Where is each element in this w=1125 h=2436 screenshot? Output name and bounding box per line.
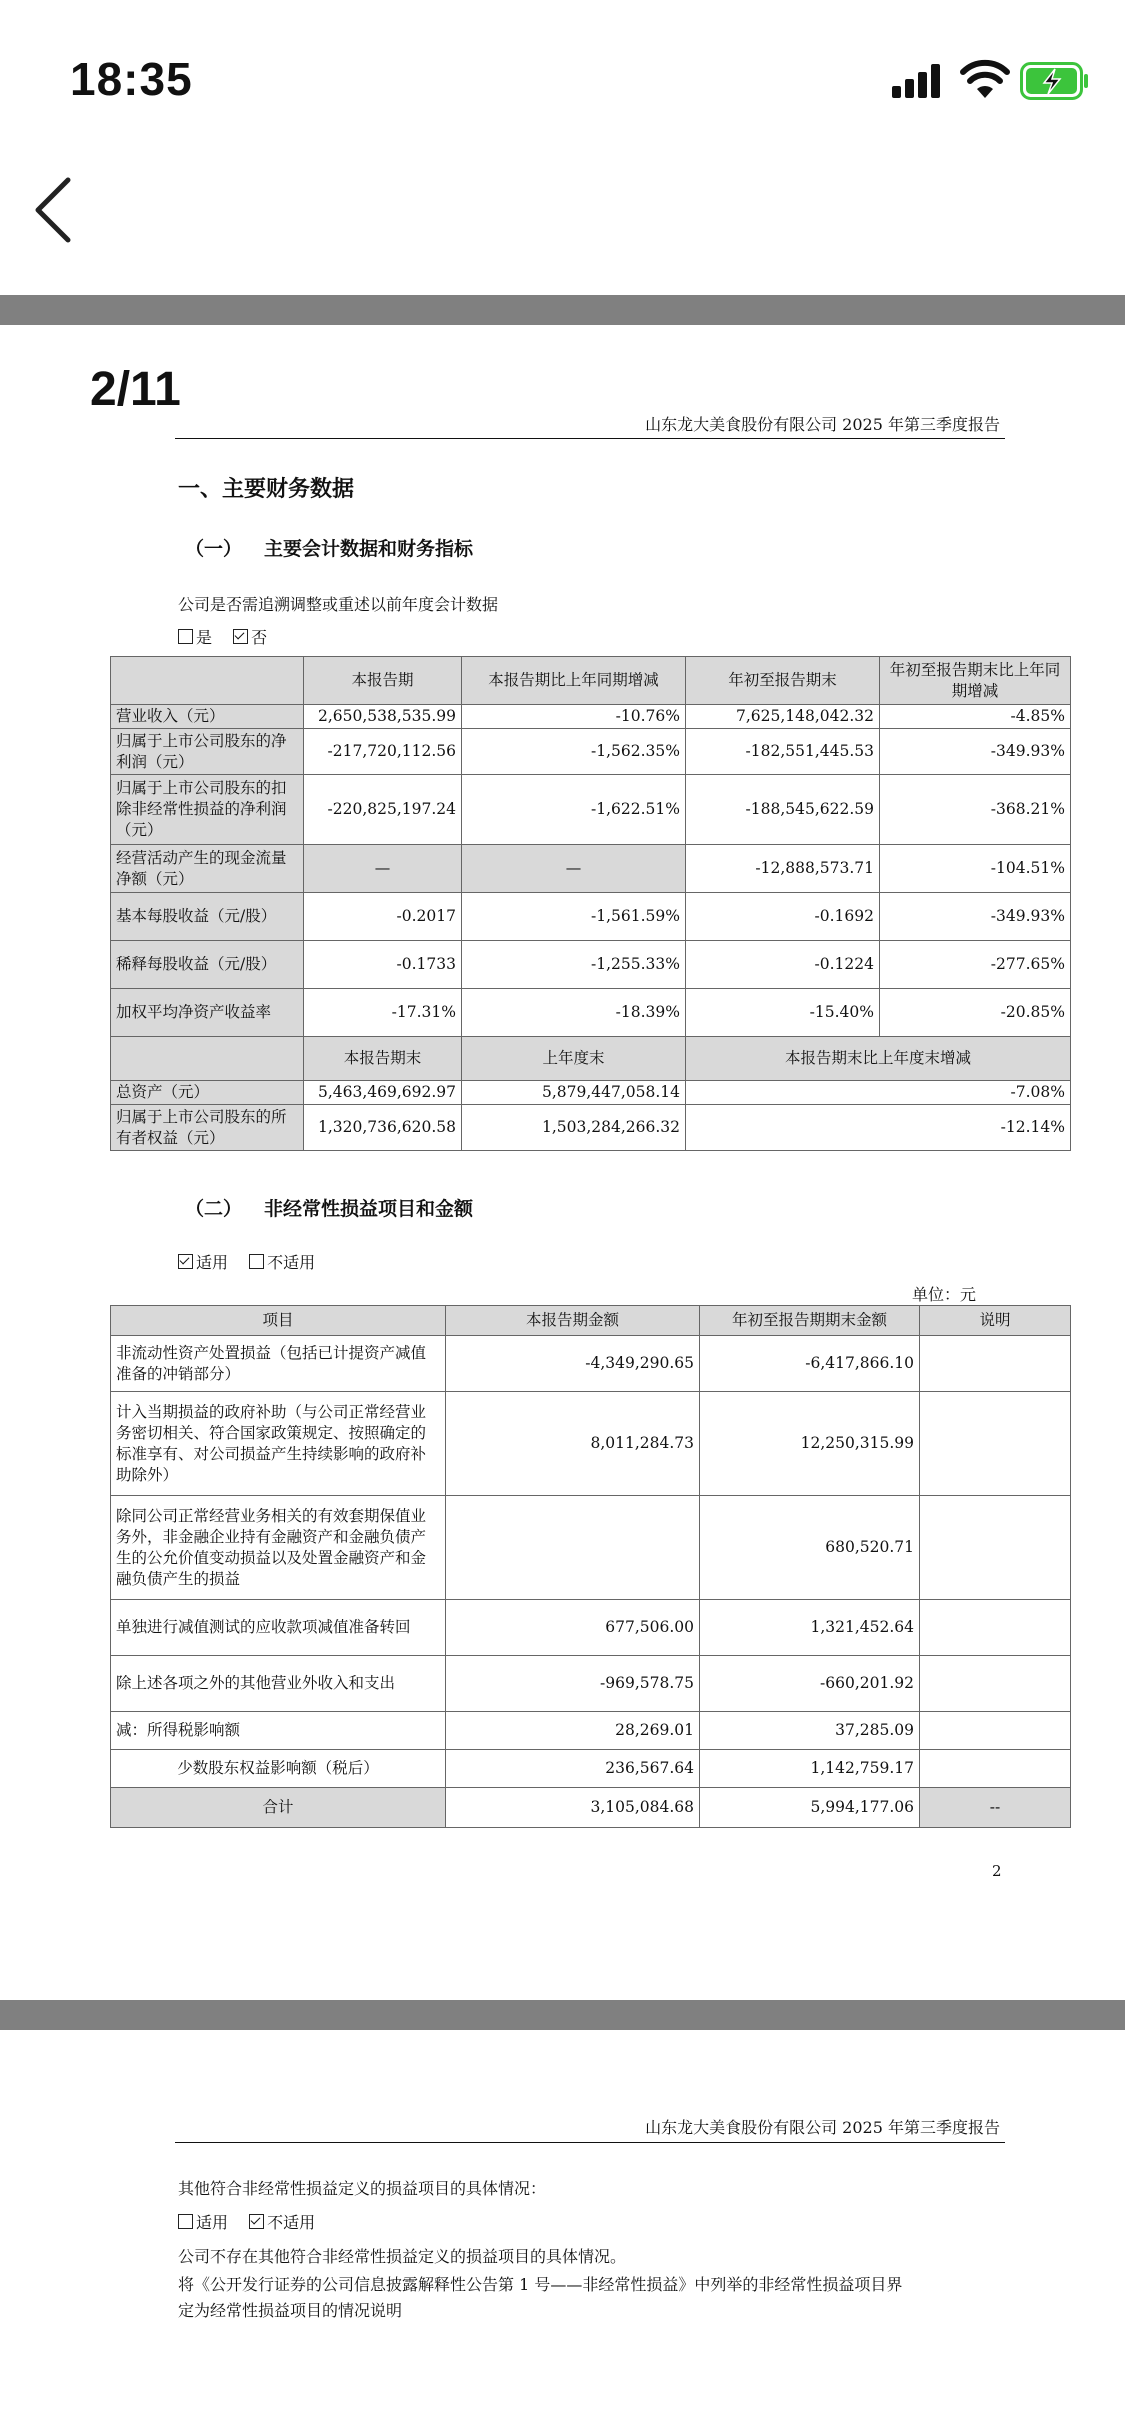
page-separator <box>0 295 1125 325</box>
table-cell: -349.93% <box>880 893 1071 941</box>
table-cell: -1,622.51% <box>462 775 686 845</box>
applicable-options <box>178 1250 331 1273</box>
table-cell: -0.2017 <box>304 893 462 941</box>
header-rule <box>175 2142 1005 2143</box>
table-cell: -10.76% <box>462 705 686 729</box>
row-label: 营业收入（元） <box>111 705 304 729</box>
table-cell: 12,250,315.99 <box>700 1392 920 1496</box>
page-separator <box>0 2000 1125 2030</box>
table-row <box>111 845 1071 893</box>
table-cell: -18.39% <box>462 989 686 1037</box>
table-cell: -- <box>920 1788 1071 1828</box>
table-cell: -0.1692 <box>686 893 880 941</box>
item-label: 单独进行减值测试的应收款项减值准备转回 <box>111 1600 446 1656</box>
table-header-cell: 本报告期末比上年度末增减 <box>686 1037 1071 1081</box>
table-cell: 1,142,759.17 <box>700 1750 920 1788</box>
table-cell <box>920 1712 1071 1750</box>
financial-indicators-table <box>110 656 1071 1151</box>
table-cell: -277.65% <box>880 941 1071 989</box>
table-row <box>111 775 1071 845</box>
table-cell: -182,551,445.53 <box>686 729 880 775</box>
table-cell: -969,578.75 <box>446 1656 700 1712</box>
page-number: 2 <box>992 1862 1002 1880</box>
explain-text-line: 定为经常性损益项目的情况说明 <box>178 2301 403 2320</box>
row-label: 基本每股收益（元/股） <box>111 893 304 941</box>
document-header: 山东龙大美食股份有限公司 2025 年第三季度报告 <box>645 2118 1000 2137</box>
table-cell: -20.85% <box>880 989 1071 1037</box>
status-time: 18:35 <box>70 53 193 105</box>
page-counter: 2/11 <box>90 363 181 416</box>
non-recurring-items-table <box>110 1305 1071 1828</box>
checked-box-icon <box>249 2214 264 2229</box>
explain-text-line: 将《公开发行证券的公司信息披露解释性公告第 1 号——非经常性损益》中列举的非经常性损益项目界 <box>178 2275 903 2294</box>
table-row <box>111 1750 1071 1788</box>
option-not-applicable: 不适用 <box>267 2213 316 2232</box>
table-header-cell: 本报告期比上年同期增减 <box>462 657 686 705</box>
table-row <box>111 1392 1071 1496</box>
subsection-number: （一） <box>185 538 243 560</box>
table-cell: 7,625,148,042.32 <box>686 705 880 729</box>
table-header-cell: 上年度末 <box>462 1037 686 1081</box>
status-bar <box>0 0 1125 150</box>
item-label: 少数股东权益影响额（税后） <box>111 1750 446 1788</box>
header-rule <box>175 438 1005 439</box>
subsection-title: 非经常性损益项目和金额 <box>264 1198 474 1220</box>
row-label: 归属于上市公司股东的净利润（元） <box>111 729 304 775</box>
table-cell: 5,463,469,692.97 <box>304 1081 462 1105</box>
table-cell: -1,561.59% <box>462 893 686 941</box>
table-cell <box>920 1600 1071 1656</box>
cellular-signal-icon <box>892 64 944 98</box>
table-cell: -0.1224 <box>686 941 880 989</box>
unchecked-box-icon <box>178 2214 193 2229</box>
table-cell: 37,285.09 <box>700 1712 920 1750</box>
table-cell: -17.31% <box>304 989 462 1037</box>
table-cell: -12.14% <box>686 1105 1071 1151</box>
table-header-row <box>111 657 1071 705</box>
table-cell: 1,321,452.64 <box>700 1600 920 1656</box>
table-cell: -220,825,197.24 <box>304 775 462 845</box>
no-other-items-text: 公司不存在其他符合非经常性损益定义的损益项目的具体情况。 <box>178 2247 627 2266</box>
table-header-cell: 年初至报告期末比上年同期增减 <box>880 657 1071 705</box>
table-cell: -4.85% <box>880 705 1071 729</box>
wifi-icon <box>960 58 1010 100</box>
subsection-heading-2 <box>185 1194 473 1221</box>
table-row <box>111 729 1071 775</box>
subsection-title: 主要会计数据和财务指标 <box>264 538 474 560</box>
table-row <box>111 941 1071 989</box>
table-cell: -0.1733 <box>304 941 462 989</box>
table-header-row <box>111 1037 1071 1081</box>
back-chevron-icon[interactable] <box>24 170 84 250</box>
unit-label: 单位：元 <box>912 1285 977 1304</box>
checked-box-icon <box>178 1254 193 1269</box>
row-label: 归属于上市公司股东的扣除非经常性损益的净利润（元） <box>111 775 304 845</box>
table-cell: 28,269.01 <box>446 1712 700 1750</box>
table-cell <box>920 1336 1071 1392</box>
row-label: 归属于上市公司股东的所有者权益（元） <box>111 1105 304 1151</box>
row-label: 加权平均净资产收益率 <box>111 989 304 1037</box>
navigation-bar <box>0 150 1125 295</box>
table-cell: -1,255.33% <box>462 941 686 989</box>
option-applicable: 适用 <box>196 2213 229 2232</box>
unchecked-box-icon <box>249 1254 264 1269</box>
battery-charging-icon <box>1020 62 1090 100</box>
table-cell <box>920 1656 1071 1712</box>
table-header-cell: 年初至报告期末 <box>686 657 880 705</box>
table-row <box>111 705 1071 729</box>
checked-box-icon <box>233 629 248 644</box>
table-cell <box>920 1392 1071 1496</box>
table-cell: -4,349,290.65 <box>446 1336 700 1392</box>
table-cell: -349.93% <box>880 729 1071 775</box>
unchecked-box-icon <box>178 629 193 644</box>
item-label: 计入当期损益的政府补助（与公司正常经营业务密切相关、符合国家政策规定、按照确定的标准享有、对公司损益产生持续影响的政府补助除外） <box>111 1392 446 1496</box>
table-total-row <box>111 1788 1071 1828</box>
table-header-cell: 年初至报告期期末金额 <box>700 1306 920 1336</box>
adjust-question: 公司是否需追溯调整或重述以前年度会计数据 <box>178 595 499 614</box>
table-cell: 236,567.64 <box>446 1750 700 1788</box>
table-cell: — <box>462 845 686 893</box>
total-label: 合计 <box>111 1788 446 1828</box>
table-row <box>111 1081 1071 1105</box>
item-label: 除上述各项之外的其他营业外收入和支出 <box>111 1656 446 1712</box>
table-cell: -104.51% <box>880 845 1071 893</box>
table-cell: 3,105,084.68 <box>446 1788 700 1828</box>
table-cell <box>920 1496 1071 1600</box>
table-cell: -1,562.35% <box>462 729 686 775</box>
item-label: 减：所得税影响额 <box>111 1712 446 1750</box>
table-cell: 1,320,736,620.58 <box>304 1105 462 1151</box>
applicable-options <box>178 2210 331 2233</box>
table-header-cell: 说明 <box>920 1306 1071 1336</box>
table-cell: -660,201.92 <box>700 1656 920 1712</box>
item-label: 除同公司正常经营业务相关的有效套期保值业务外，非金融企业持有金融资产和金融负债产生的公允价值变动损益以及处置金融资产和金融负债产生的损益 <box>111 1496 446 1600</box>
table-header-cell: 本报告期金额 <box>446 1306 700 1336</box>
item-label: 非流动性资产处置损益（包括已计提资产减值准备的冲销部分） <box>111 1336 446 1392</box>
option-no: 否 <box>251 628 268 647</box>
table-header-cell: 本报告期末 <box>304 1037 462 1081</box>
row-label: 经营活动产生的现金流量净额（元） <box>111 845 304 893</box>
table-cell: — <box>304 845 462 893</box>
table-cell: -12,888,573.71 <box>686 845 880 893</box>
table-row <box>111 1712 1071 1750</box>
table-header-row <box>111 1306 1071 1336</box>
row-label: 总资产（元） <box>111 1081 304 1105</box>
table-cell <box>920 1750 1071 1788</box>
table-cell <box>446 1496 700 1600</box>
table-row <box>111 1105 1071 1151</box>
table-cell: 5,879,447,058.14 <box>462 1081 686 1105</box>
table-row <box>111 1336 1071 1392</box>
table-header-cell: 本报告期 <box>304 657 462 705</box>
table-cell: -6,417,866.10 <box>700 1336 920 1392</box>
table-cell: 5,994,177.06 <box>700 1788 920 1828</box>
table-cell: -188,545,622.59 <box>686 775 880 845</box>
table-cell: -217,720,112.56 <box>304 729 462 775</box>
table-cell: -7.08% <box>686 1081 1071 1105</box>
table-cell: 1,503,284,266.32 <box>462 1105 686 1151</box>
table-row <box>111 989 1071 1037</box>
table-header-cell: 项目 <box>111 1306 446 1336</box>
option-not-applicable: 不适用 <box>267 1253 316 1272</box>
other-items-text: 其他符合非经常性损益定义的损益项目的具体情况： <box>178 2179 547 2198</box>
table-cell: 680,520.71 <box>700 1496 920 1600</box>
table-cell: 8,011,284.73 <box>446 1392 700 1496</box>
row-label: 稀释每股收益（元/股） <box>111 941 304 989</box>
option-applicable: 适用 <box>196 1253 229 1272</box>
table-cell: 677,506.00 <box>446 1600 700 1656</box>
subsection-heading-1 <box>185 534 473 561</box>
subsection-number: （二） <box>185 1198 243 1220</box>
table-row <box>111 893 1071 941</box>
table-row <box>111 1600 1071 1656</box>
table-row <box>111 1656 1071 1712</box>
option-yes: 是 <box>196 628 213 647</box>
table-cell: -15.40% <box>686 989 880 1037</box>
table-cell: -368.21% <box>880 775 1071 845</box>
document-header: 山东龙大美食股份有限公司 2025 年第三季度报告 <box>645 415 1000 434</box>
adjust-options <box>178 625 283 648</box>
table-row <box>111 1496 1071 1600</box>
section-title: 一、主要财务数据 <box>178 476 355 502</box>
table-cell: 2,650,538,535.99 <box>304 705 462 729</box>
